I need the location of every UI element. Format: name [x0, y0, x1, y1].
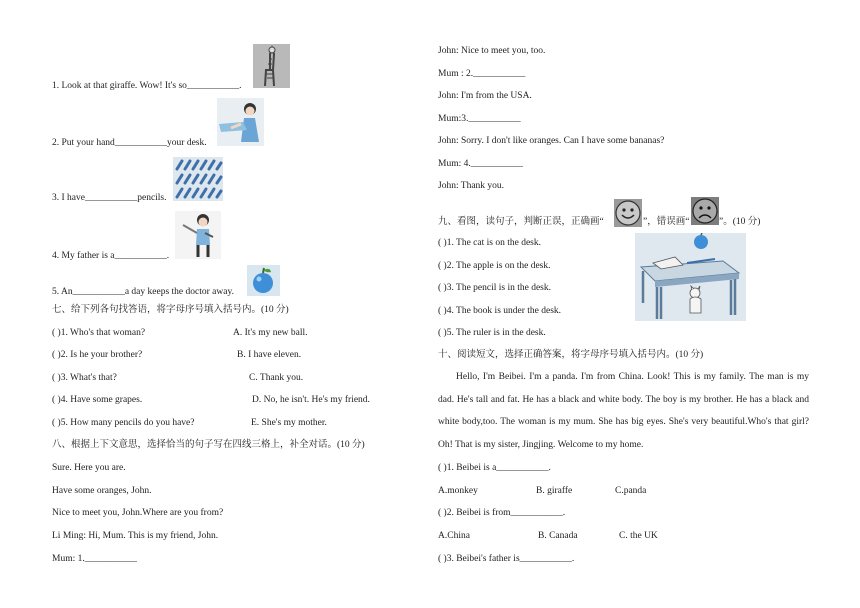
part-7-answer-c: C. Thank you.	[249, 373, 304, 383]
part-10-title: 十、阅读短文，选择正确答案，将字母序号填入括号内。(10 分)	[438, 350, 704, 360]
part-10-q1-option-a: A.monkey	[438, 486, 478, 496]
part-10-q2-option-a: A.China	[438, 531, 470, 541]
dialogue-line-7: John: Sorry. I don't like oranges. Can I have some bananas?	[438, 136, 665, 146]
part-7-question-2: ( )2. Is he your brother?	[52, 350, 143, 360]
dialogue-line-5: John: I'm from the USA.	[438, 91, 532, 101]
dialogue-line-9: John: Thank you.	[438, 181, 505, 191]
reading-passage: Hello, I'm Beibei. I'm a panda. I'm from China. Look! This is my family. The man is my dad. He's tall and fat. He has a black and white body. The boy is my brother. He has a black and white body,too. The woman is my mum. She has big eyes. She's very beautiful.Who's that girl? Oh! That is my sister, Jingjing. Welcome to my home.	[438, 372, 809, 450]
girl-at-desk-picture	[217, 98, 264, 146]
part-8-option-3: Nice to meet you, John.Where are you from?	[52, 508, 224, 518]
question-6-2: 2. Put your hand___________your desk.	[52, 138, 207, 148]
question-6-5: 5. An___________a day keeps the doctor away.	[52, 287, 234, 297]
part-7-question-5: ( )5. How many pencils do you have?	[52, 418, 195, 428]
dialogue-line-3: John: Nice to meet you, too.	[438, 46, 546, 56]
part-7-answer-e: E. She's my mother.	[251, 418, 327, 428]
question-6-1: 1. Look at that giraffe. Wow! It's so___________.	[52, 81, 242, 91]
part-8-option-2: Have some oranges, John.	[52, 486, 152, 496]
dialogue-line-2: Mum: 1.___________	[52, 554, 137, 564]
dialogue-line-1: Li Ming: Hi, Mum. This is my friend, John.	[52, 531, 219, 541]
part-10-question-3: ( )3. Beibei's father is___________.	[438, 554, 575, 564]
apple-picture	[247, 265, 280, 296]
dialogue-line-8: Mum: 4.___________	[438, 159, 523, 169]
part-9-title-start: 九、看图，读句子，判断正误，正确画“	[438, 217, 604, 227]
part-7-title: 七、给下列各句找答语，将字母序号填入括号内。(10 分)	[52, 305, 289, 315]
part-10-q2-option-c: C. the UK	[619, 531, 658, 541]
part-8-option-1: Sure. Here you are.	[52, 463, 126, 473]
part-9-item-2: ( )2. The apple is on the desk.	[438, 261, 551, 271]
question-6-4: 4. My father is a___________.	[52, 251, 170, 261]
part-9-title-middle: ”，错误画“	[643, 217, 690, 227]
sad-face-icon	[691, 197, 719, 225]
desk-scene-picture	[635, 233, 746, 321]
part-9-title-end: ”。(10 分)	[719, 217, 761, 227]
part-7-question-4: ( )4. Have some grapes.	[52, 395, 143, 405]
dialogue-line-4: Mum : 2.___________	[438, 69, 526, 79]
part-9-item-1: ( )1. The cat is on the desk.	[438, 238, 541, 248]
part-9-item-4: ( )4. The book is under the desk.	[438, 306, 562, 316]
part-10-q1-option-b: B. giraffe	[536, 486, 573, 496]
smiley-face-icon	[614, 199, 642, 227]
part-9-item-5: ( )5. The ruler is in the desk.	[438, 328, 546, 338]
dialogue-line-6: Mum:3.___________	[438, 114, 521, 124]
teacher-picture	[175, 211, 221, 259]
part-7-question-3: ( )3. What's that?	[52, 373, 117, 383]
question-6-3: 3. I have___________pencils.	[52, 193, 167, 203]
part-10-q2-option-b: B. Canada	[538, 531, 578, 541]
part-10-q1-option-c: C.panda	[615, 486, 647, 496]
part-7-answer-b: B. I have eleven.	[237, 350, 302, 360]
part-10-question-2: ( )2. Beibei is from___________.	[438, 508, 566, 518]
part-7-answer-d: D. No, he isn't. He's my friend.	[252, 395, 370, 405]
part-10-question-1: ( )1. Beibei is a___________.	[438, 463, 551, 473]
part-8-title: 八、根据上下文意思，选择恰当的句子写在四线三格上，补全对话。(10 分)	[52, 440, 365, 450]
part-9-item-3: ( )3. The pencil is in the desk.	[438, 283, 552, 293]
giraffe-picture	[253, 44, 290, 88]
part-7-answer-a: A. It's my new ball.	[233, 328, 308, 338]
pencils-picture	[173, 157, 223, 201]
part-7-question-1: ( )1. Who's that woman?	[52, 328, 146, 338]
